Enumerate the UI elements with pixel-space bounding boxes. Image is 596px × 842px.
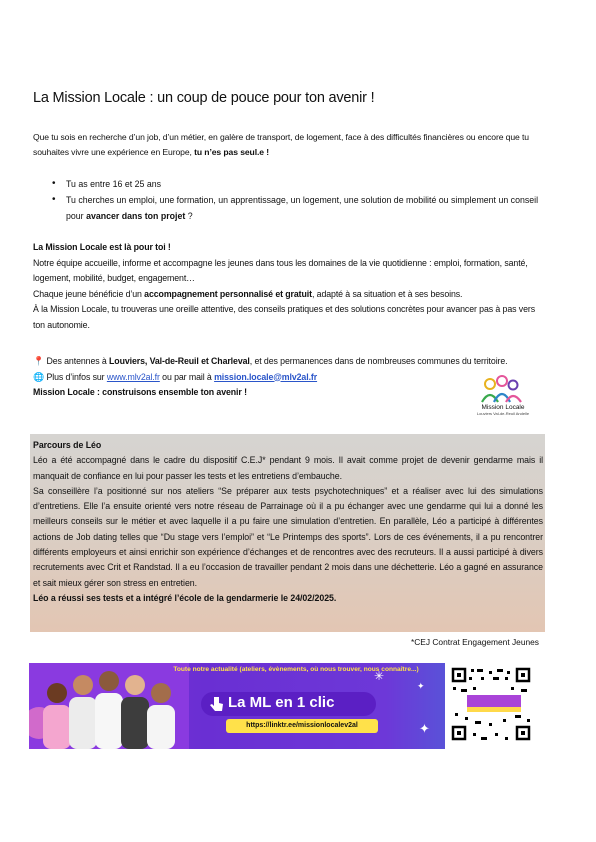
section-heading: La Mission Locale est là pour toi ! [33, 242, 171, 252]
sparkle-icon: ✦ [417, 681, 425, 691]
mission-section [33, 240, 548, 333]
linktree-url[interactable]: https://linktr.ee/missionlocalev2al [226, 719, 378, 733]
testimonial-box [30, 434, 545, 632]
section-paragraph: Chaque jeune bénéficie d’un accompagnement personnalisé et gratuit, adapté à sa situation et à ses besoins. [33, 288, 463, 299]
story-paragraph: Léo a été accompagné dans le cadre du dispositif C.E.J* pendant 9 mois. Il avait comme projet de devenir gendarme mais il manquait de confiance en lui pour passer les tests et les entretiens d’embauche. [33, 455, 543, 481]
closing-line: Mission Locale : construisons ensemble ton avenir ! [33, 387, 247, 397]
antennas-line: 📍 Des antennes à Louviers, Val-de-Reuil et Charleval, et des permanences dans de nombreuses communes du territoire. [33, 356, 508, 366]
info-line: 🌐 Plus d’infos sur www.mlv2al.fr ou par mail à mission.locale@mlv2al.fr [33, 371, 318, 382]
intro-paragraph [33, 130, 553, 160]
globe-icon: 🌐 [33, 371, 45, 382]
intro-text: Que tu sois en recherche d’un job, d’un métier, en galère de transport, de logement, face à des difficultés financières ou encore que tu souhaites vivre une expérience en Europe, [33, 132, 529, 157]
list-item: • Tu as entre 16 et 25 ans [52, 176, 542, 192]
page-title: La Mission Locale : un coup de pouce pour ton avenir ! [33, 90, 375, 106]
section-paragraph: À la Mission Locale, tu trouveras une oreille attentive, des conseils pratiques et des solutions concrètes pour avancer pas à pas vers ton autonomie. [33, 304, 535, 330]
map-pin-icon: 📍 [33, 356, 45, 366]
eligibility-list [52, 176, 542, 224]
logo-subtitle: Louviers Val-de-Reuil Andelle [476, 411, 530, 416]
qr-code-icon [445, 663, 539, 749]
banner-tagline: Toute notre actualité (ateliers, évènements, où nous trouver, nous connaître...) [173, 666, 419, 673]
section-paragraph: Notre équipe accueille, informe et accompagne les jeunes dans tous les domaines de la vie quotidienne : emploi, formation, santé, logement, mobilité, budget, engagement… [33, 257, 528, 283]
sparkle-icon: ✳ [374, 669, 385, 683]
logo-figures-icon [466, 374, 540, 404]
intro-bold: tu n’es pas seul.e ! [194, 147, 270, 157]
sparkle-icon: ✦ [419, 721, 430, 736]
email-link[interactable]: mission.locale@mlv2al.fr [214, 371, 318, 382]
story-heading: Parcours de Léo [33, 440, 102, 450]
promo-banner[interactable] [29, 663, 539, 749]
story-paragraph: Sa conseillère l’a positionné sur nos ateliers “Se préparer aux tests psychotechniques” et a réaliser avec lui des simulations d’entretiens. Elle l’a ensuite orienté vers notre réseau de Parrainage où il a pu échanger avec une gendarme qui lui a donné les meilleurs conseils sur le métier et avec laquelle il a pu faire une simulation d’entretien. En parallèle, Léo a participé à différentes actions de Job dating telles que “Du stage vers l’emploi” et “Le Printemps des sports”. Lors de ces événements, il a pu rencontrer différents employeurs et ainsi enrichir son expérience d’échanges et de rencontres avec des recruteurs. Il a aussi participé à divers recrutements avec Crit et Randstad. Il a eu l’occasion de travailler pendant 2 mois dans une déchetterie. Léo a gagné en assurance et sait mieux gérer son stress en entretien. [33, 485, 543, 588]
young-people-photo [29, 663, 189, 749]
hand-pointer-icon [207, 694, 227, 714]
website-link[interactable]: www.mlv2al.fr [106, 371, 160, 382]
footnote: *CEJ Contrat Engagement Jeunes [410, 637, 539, 647]
mission-locale-logo [466, 374, 540, 420]
story-conclusion: Léo a réussi ses tests et a intégré l’école de la gendarmerie le 24/02/2025. [33, 592, 337, 603]
qr-code-card[interactable] [445, 663, 539, 749]
logo-name: Mission Locale [481, 404, 525, 411]
list-item: • Tu cherches un emploi, une formation, un apprentissage, un logement, une solution de mobilité ou simplement un conseil pour avancer dans ton projet ? [52, 192, 542, 224]
cta-label[interactable]: La ML en 1 clic [228, 694, 335, 711]
